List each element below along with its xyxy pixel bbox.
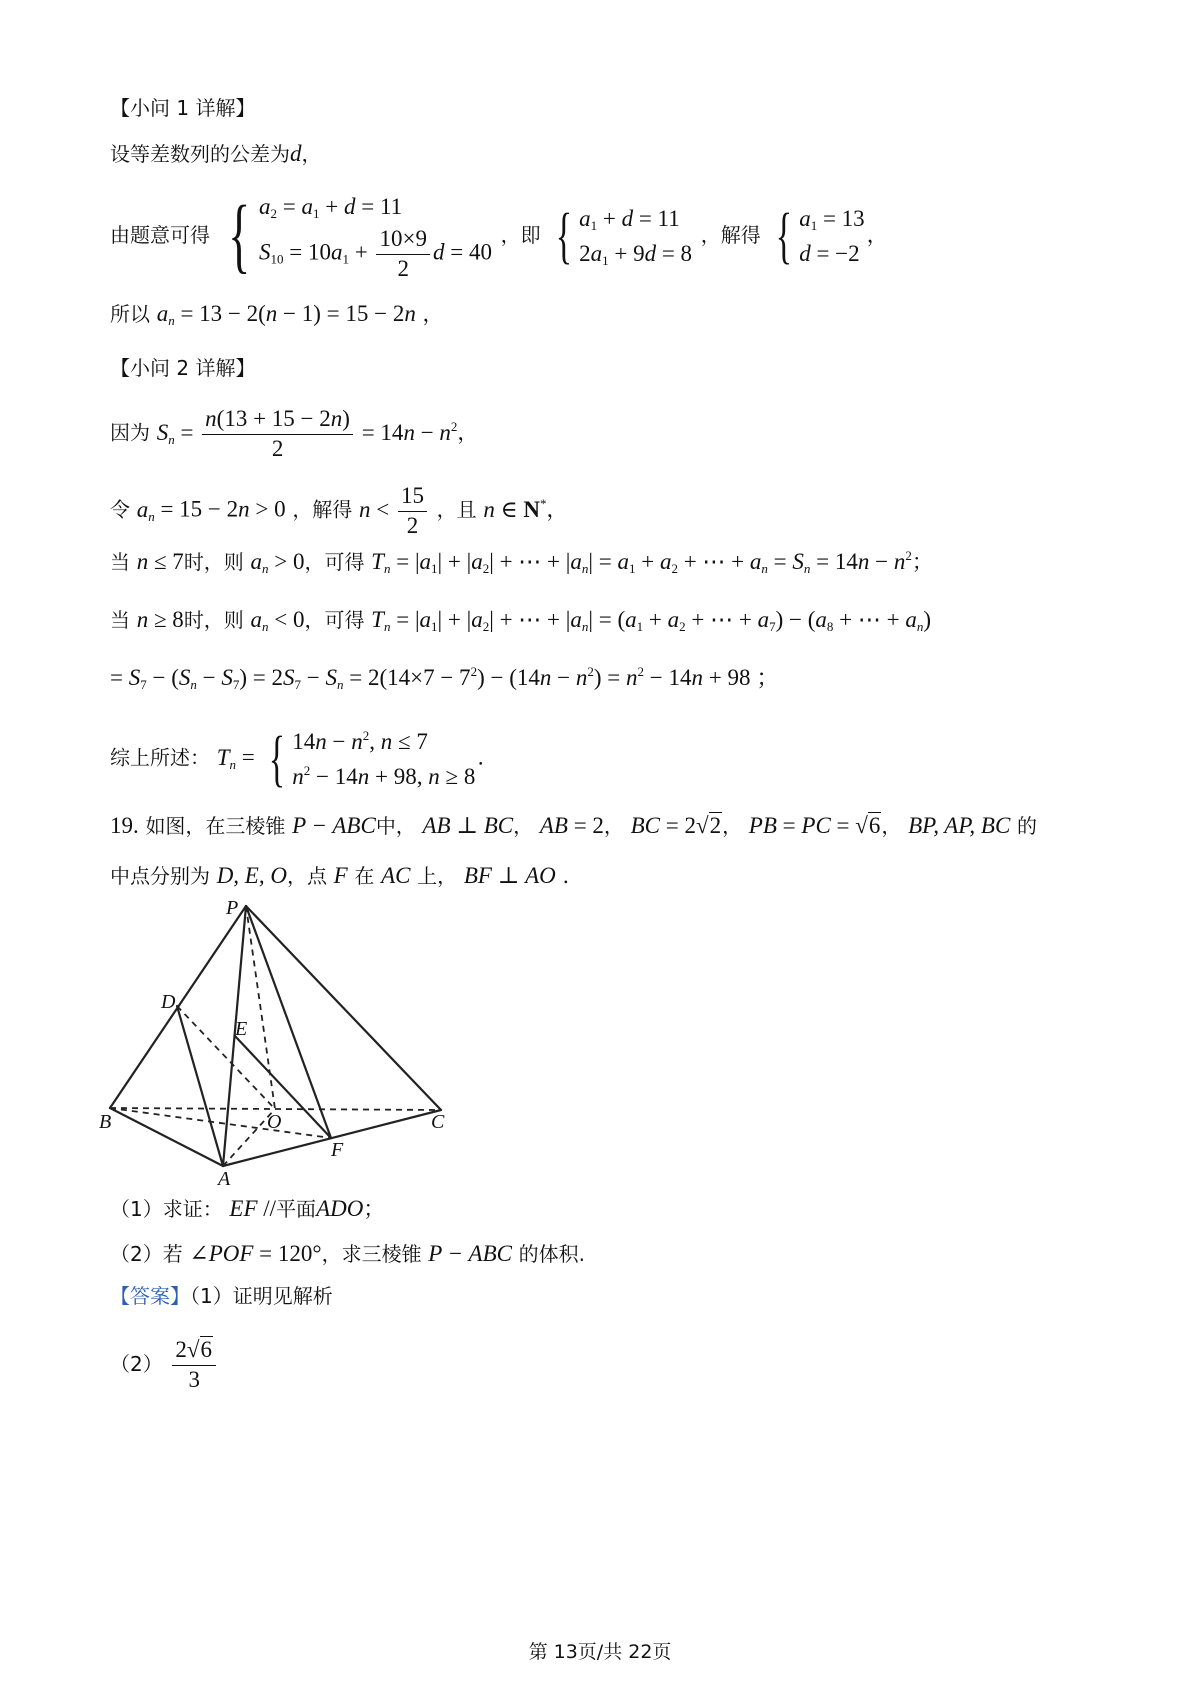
part2-case1: 当 n ≤ 7时，则 $a_n > 0$，可得 $T_n = |a_1| + |a_2|$ + ⋯ + $|a_n| = a_1 + a_2$ + ⋯ + $a_n = S_n = 14n - n^2$； (110, 548, 933, 576)
q19-answer2: （2） $\frac{2√6}{3}$ (110, 1336, 219, 1395)
part1-system: 由题意可得 { $a_2 = a_1 + d = 11$ $S_{10} = 10a_1$ + $\frac{10\times 9}{2}$ d = 40 ，即 { $a_1 + d = 11$ $2a_1 + 9d = 8$ ，解得 { $a_1 = 13$ d = −2 ， (110, 186, 888, 287)
q19-line1: 19. 如图，在三棱锥 P − ABC中， AB ⊥ BC， AB = 2， BC = 2√2， PB = PC = √6， BP, AP, BC 的 (110, 813, 1038, 838)
edge-ba (110, 1108, 223, 1166)
part1-heading: 【小问 1 详解】 (110, 96, 256, 120)
answer-tag: 【答案】 (110, 1284, 190, 1308)
edge-bc-hidden (110, 1108, 441, 1110)
q19-part2: （2）若 ∠POF = 120°，求三棱锥 P − ABC 的体积. (110, 1241, 586, 1266)
part2-summary: 综上所述： $T_n$ = { $14n - n^2$, n ≤ 7 $n^2 - 14n + 98$, n ≥ 8 . (110, 722, 484, 796)
part2-sum: 因为 $S_n$ = $\frac{n(13 + 15 - 2n)}{2}$ = $14n - n^2$， (110, 406, 479, 461)
piecewise-tn: { $14n - n^2$, n ≤ 7 $n^2 - 14n + 98$, n ≥ 8 (269, 725, 476, 793)
label-e: E (235, 1018, 248, 1040)
part2-let: 令 $a_n = 15 - 2n > 0$ ，解得 n < $\frac{15}{2}$ ，且 n ∈ N*， (110, 483, 568, 538)
segment-ef (235, 1036, 331, 1138)
q19-part1: （1）求证： EF //平面ADO； (110, 1196, 385, 1221)
label-o: O (267, 1111, 282, 1133)
page-footer: 第 13页/共 22页 (528, 1641, 672, 1663)
pyramid-diagram (95, 888, 465, 1188)
label-a: A (218, 1168, 231, 1188)
part2-heading: 【小问 2 详解】 (110, 356, 256, 380)
label-b: B (99, 1111, 112, 1133)
equation-system-1: { $a_2 = a_1 + d = 11$ $S_{10} = 10a_1$ + $\frac{10\times 9}{2}$ d = 40 (227, 189, 492, 282)
part2-case2-cont: = $S_7 - (S_n - S_7) = 2S_7 - S_n = 2(14\times 7 - 7^2) - (14n - n^2) = n^2 - 14n + 98$ ； (110, 664, 780, 692)
q19-line2: 中点分别为 D, E, O，点 F 在 AC 上， BF ⊥ AO . (110, 863, 570, 888)
equation-system-2: { $a_1 + d = 11$ $2a_1 + 9d = 8$ (556, 202, 693, 271)
label-f: F (331, 1139, 344, 1161)
label-d: D (161, 991, 176, 1013)
edge-pf (246, 906, 331, 1138)
label-c: C (431, 1111, 445, 1133)
part2-case2: 当 n ≥ 8时，则 $a_n < 0$，可得 $T_n = |a_1| + |a_2|$ + ⋯ + $|a_n| = (a_1 + a_2$ + ⋯ + $a_7) - (a_8$ + ⋯ + $a_n$) (110, 607, 931, 634)
part1-intro: 设等差数列的公差为d， (110, 141, 322, 166)
label-p: P (226, 897, 239, 919)
segment-bf-hidden (110, 1108, 331, 1138)
segment-po-hidden (246, 906, 275, 1109)
part1-result: 所以 $a_n = 13 - 2(n - 1) = 15 - 2n$ ， (110, 301, 444, 328)
equation-system-3: { $a_1 = 13$ d = −2 (776, 202, 865, 271)
q19-answer: 【答案】（1）证明见解析 (110, 1284, 333, 1308)
